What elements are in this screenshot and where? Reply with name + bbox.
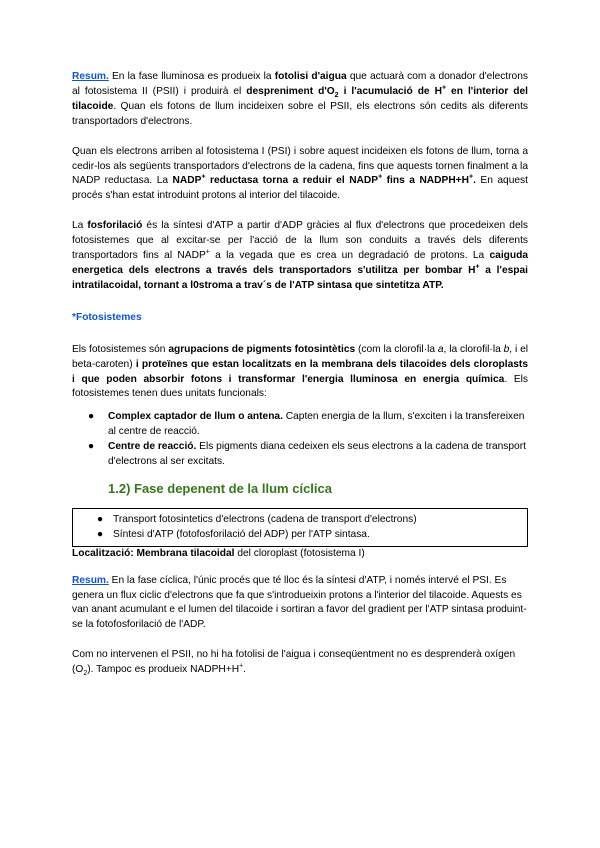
box-list: [73, 513, 527, 543]
bullet-icon: ●: [88, 411, 95, 423]
text: Síntesi d'ATP (fotofosforilació del ADP) per l'ATP sintasa.: [113, 528, 370, 540]
bold-text: fotolisi d'aigua: [274, 71, 347, 82]
bold-text: fosforilació: [87, 220, 143, 232]
bold-text: caiguda energetica dels electrons a través dels transportadors s'utilitza per bombar H+ a l'espai intratilacoidal, tornant a l0stroma a trav´s de l'ATP sintasa que sintetitza ATP.: [72, 250, 529, 291]
text: En la fase cíclica, l'únic procés que té lloc és la síntesi d'ATP, i només intervé el PSI. Es genera un flux ciclic d'electrons que fa que s'introdueixin protons a l'interior del tilacoide. Aquests es van anant acumulant e el lumen del tilacoide i sortiran a favor del gradient per l'ATP sintasa produint-se la fotofosforilació de l'ADP.: [72, 574, 527, 631]
bullet-icon: ●: [97, 513, 104, 525]
subscript: 2: [83, 670, 88, 678]
list-item: [73, 528, 527, 543]
paragraph-fotosistemes: [72, 343, 528, 403]
summary-box: [72, 508, 528, 547]
text: , i el beta-caroten): [72, 343, 528, 370]
text: que actuarà com a donador d'electrons al fotosistema II (PSII) i produirà el: [72, 71, 528, 97]
paragraph-fosforilacio: [72, 219, 528, 294]
bold-text: i proteïnes que estan localitzats en la membrana dels tilacoides dels cloroplasts i que poden absorbir fotons i transformar l'energia lluminosa en energia química: [72, 358, 528, 385]
bold-text: NADP+ reductasa torna a reduir el NADP+ fins a NADPH+H+.: [172, 174, 476, 187]
document-page: [72, 70, 528, 678]
text: . Els fotosistemes tenen dues unitats funcionals:: [72, 373, 528, 400]
bullet-icon: ●: [88, 441, 95, 453]
bullet-icon: ●: [97, 528, 104, 540]
section-label-fotosistemes: [72, 311, 528, 326]
paragraph-sense-fotolisi: [72, 648, 528, 678]
text: Com no intervenen el PSII, no hi ha fotolisi de l'aigua i conseqüentment no es desprenderà oxígen (O: [72, 649, 516, 676]
text: Capten energia de la llum, s'exciten i la transfereixen al centre de reacció.: [108, 411, 525, 438]
text: (com la clorofil·la: [355, 343, 438, 355]
paragraph-psi: [72, 145, 528, 205]
bold-text: Complex captador de llum o antena.: [108, 411, 283, 423]
text: del cloroplast (fotosistema I): [234, 547, 365, 559]
text: Els pigments diana cedeixen els seus electrons a la cadena de transport d'electrons al ser excitats.: [108, 441, 526, 468]
list-item: [72, 440, 528, 470]
paragraph-resum-fase-lluminosa: [72, 70, 528, 130]
paragraph-resum-fase-ciclica: [72, 574, 528, 634]
superscript: +: [239, 662, 244, 670]
bold-text: Localització: Membrana tilacoidal: [72, 547, 235, 559]
text: En aquest procés s'han estat introduint protons al interior del tilacoide.: [72, 175, 528, 202]
bold-text: agrupacions de pigments fotosintètics: [168, 343, 356, 355]
list-item: [73, 513, 527, 528]
text: Transport fotosintetics d'electrons (cadena de transport d'electrons): [113, 513, 417, 525]
italic-text: a: [437, 343, 444, 355]
section-label: *Fotosistemes: [72, 311, 142, 323]
bold-text: despreniment $d'O_2$ i l'acumulació de H+ en l'interior del tilacoide: [72, 84, 529, 112]
resum-link[interactable]: Resum.: [72, 71, 109, 82]
superscript: +: [205, 248, 210, 256]
section-heading: 1.2) Fase depenent de la llum cíclica: [108, 480, 332, 496]
list-item: [72, 410, 528, 440]
text: Els fotosistemes són: [72, 343, 169, 355]
text: Quan els electrons arriben al fotosistema I (PSI) i sobre aquest incideixen els fotons de llum, torna a cedir-los als següents transportadors d'electrons de la cadena, fins que aquests tornen finalment a la NADP reductasa. La: [72, 145, 528, 187]
text: La: [72, 220, 88, 232]
localitzacio-line: [72, 547, 528, 562]
text: .: [243, 664, 247, 676]
text: és la síntesi d'ATP a partir d'ADP gràcies al flux d'electrons que procedeixen dels fotosistemes que al excitar-se per l'acció de la llum son conduits a través dels diferents transportadors fins al NADP: [72, 220, 528, 262]
text: ). Tampoc es produeix NADPH+H: [87, 664, 240, 676]
italic-text: b: [503, 343, 510, 355]
resum-link[interactable]: Resum.: [72, 574, 109, 586]
text: a la vegada que es crea un degradació de protons. La: [209, 250, 490, 262]
functional-units-list: [72, 410, 528, 470]
text: . Quan els fotons de llum incideixen sobre el PSII, els electrons són cedits als diferents transportadors d'electrons.: [72, 100, 528, 127]
text: En la fase lluminosa es produeix la: [108, 71, 275, 82]
bold-text: Centre de reacció.: [108, 441, 197, 453]
text: , la clorofil·la: [443, 343, 504, 355]
